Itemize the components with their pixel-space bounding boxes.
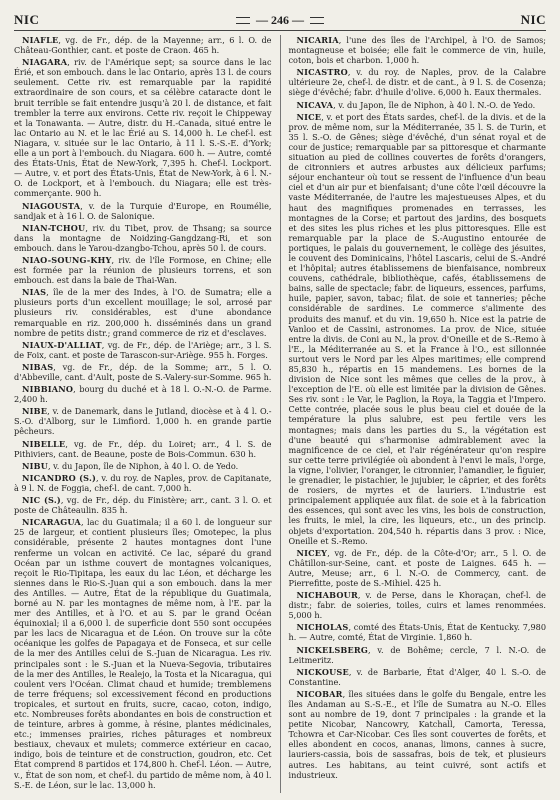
entry-text: , v. du roy. de Naples, prov. de la Calabre ultérieure 2e, chef-l. de distr. et de cant., à 9 l. S. de Cosenza; siège d'évêché; fabr. d'huile d'olive. 6,000 h. Eaux thermales. xyxy=(288,67,546,98)
entry-headword: NICARIA xyxy=(296,35,339,45)
entry-text: , vg. de Fr., dép. de la Somme; arr., 5 l. O. d'Abbeville, cant. d'Ault, poste de S.-Valery-sur-Somme. 965 h. xyxy=(14,361,272,382)
dictionary-entry xyxy=(289,622,547,642)
right-column xyxy=(281,35,547,793)
dictionary-entry xyxy=(14,439,272,459)
dictionary-entry xyxy=(14,384,272,404)
entry-headword: NICANDRO (S.) xyxy=(22,472,97,483)
entry-text: , v. de Perse, dans le Khoraçan, chef-l. de distr.; fabr. de soieries, toiles, cuirs et lames renommées. 5,000 h. xyxy=(288,590,546,621)
entry-headword: NIBBIANO xyxy=(22,384,74,395)
entry-headword: NICKELSBERG xyxy=(296,644,368,655)
entry-text: , l'une des îles de l'Archipel, à l'O. de Samos; montagneuse et boisée; elle fait le commerce de vin, huile, coton, bois et charbon. 1,000 h. xyxy=(288,35,546,66)
entry-headword: NIAGOUSTA xyxy=(22,200,81,211)
dictionary-entry xyxy=(14,223,272,253)
dictionary-entry xyxy=(289,112,547,546)
entry-headword: NICKOUSE xyxy=(296,666,349,677)
entry-text: , v. du roy. de Naples, prov. de Capitanate, à 9 l. N. de Foggia, chef-l. de cant. 7,000 h. xyxy=(14,472,272,493)
entry-text: , lac du Guatimala; il a 60 l. de longueur sur 25 de largeur, et contient plusieurs îles; Omotepec, la plus considérable, présente 2 hautes montagnes dont l'une renferme un volcan en activité. Ce lac, séparé du grand Océan par un isthme couvert de montagnes volcaniques, reçoit le Rio-Tipitapa, les eaux du lac Léon, et décharge les siennes dans le Rio-S.-Juan qui a son embouch. dans la mer des Antilles. — Autre, État de la république du Guatimala, borné au N. par les montagnes de même nom, à l'E. par la mer des Antilles, et à l'O. et au S. par le grand Océan équinoxial; il a 6,000 l. de superficie dont 550 sont occupées par les lacs de Nicaragua et de Léon. On trouve sur la côte océanique les golfes de Papagaya et de Fonseca, et sur celle de la mer des Antilles celui de S.-Juan de Nicaragua. Les riv. principales sont : le S.-Juan et la Nueva-Segovia, tributaires de la mer des Antilles, le Realejo, la Tosta et la Nicaragua, qui coulent vers l'Océan. Climat chaud et humide; tremblemens de terre fréquens; sol excessivement fécond en productions tropicales, et surtout en fruits, sucre, cacao, coton, indigo, etc. Nombreuses forêts abondantes en bois de construction et de teinture, arbres à gomme, à résine, plantes médicinales, etc.; immenses prairies, riches pâturages et nombreux bestiaux, chevaux et mulets; commerce extérieur en cacao, indigo, bois de teinture et de construction, goudron, etc. Cet État comprend 8 partidos et 174,800 h. Chef-l. Léon. — Autre, v., État de son nom, et chef-l. du partido de même nom, à 40 l. S.-E. de Léon, sur le lac. 13,000 h. xyxy=(14,517,272,790)
entry-headword: NIBAS xyxy=(22,361,54,372)
dictionary-entry xyxy=(14,255,272,285)
page-number: — 246 — xyxy=(256,12,304,27)
dictionary-entry xyxy=(14,57,272,198)
entry-text: , bourg du duché et à 18 l. O.-N.-O. de Parme. 2,400 h. xyxy=(14,384,272,405)
entry-text: , riv. du Tibet, prov. de Thsang; sa source dans la montagne de Noidzing-Gangdzang-Ri, et son embouch. dans le Yarou-dzangbo-Tchou, après 50 l. de cours. xyxy=(14,222,272,253)
dictionary-entry xyxy=(14,287,272,337)
dictionary-entry xyxy=(289,35,547,65)
dictionary-entry xyxy=(14,517,272,790)
entry-headword: NIAUX-D'ALLIAT xyxy=(22,339,102,350)
entry-text: , v. de Barbarie, État d'Alger, 40 l. S.-O. de Constantine. xyxy=(288,666,546,687)
entry-headword: NIAS xyxy=(22,287,47,298)
entry-text: , v. de la Turquie d'Europe, en Roumélie, sandjak et à 16 l. O. de Salonique. xyxy=(14,200,272,221)
entry-headword: NIAO-SOUNG-KHY xyxy=(22,254,112,265)
entry-headword: NICEY xyxy=(296,547,328,558)
page-number-block xyxy=(236,13,324,28)
entry-text: , comté des États-Unis, État de Kentucky. 7,980 h. — Autre, comté, État de Virginie. 1,860 h. xyxy=(288,622,546,643)
entry-headword: NICHOLAS xyxy=(296,622,349,633)
entry-text: , vg. de Fr., dép. du Loiret; arr., 4 l. S. de Pithiviers, cant. de Beaune, poste de Bois-Commun. 630 h. xyxy=(14,438,272,459)
running-head-left: NIC xyxy=(14,12,40,27)
entry-text: , riv. de l'île Formose, en Chine; elle est formée par la réunion de plusieurs torrens, et son embouch. est dans la baie de Thai-Wan. xyxy=(14,254,272,286)
entry-headword: NIBU xyxy=(22,460,48,471)
entry-text: , v. du Japon, île de Niphon, à 40 l. N.-O. de Yedo. xyxy=(333,99,536,110)
dictionary-entry xyxy=(14,495,272,515)
entry-headword: NIAGARA xyxy=(22,57,68,68)
ornament-rule-right xyxy=(310,17,324,24)
entry-headword: NICARAGUA xyxy=(22,517,81,528)
left-column xyxy=(14,35,280,793)
dictionary-entry xyxy=(289,689,547,780)
entry-headword: NICAVA xyxy=(296,99,334,110)
dictionary-entry xyxy=(289,590,547,620)
entry-headword: NICASTRO xyxy=(296,67,348,78)
dictionary-entry xyxy=(289,67,547,97)
dictionary-entry xyxy=(289,645,547,665)
entry-text: , v. de Bohême; cercle, 7 l. N.-O. de Leitmeritz. xyxy=(288,644,546,665)
entry-text: , v. de Danemark, dans le Jutland, diocèse et à 4 l. O.-S.-O. d'Alborg, sur le Limfiord. 1,000 h. en grande partie pêcheurs. xyxy=(14,406,272,437)
dictionary-entry xyxy=(289,100,547,110)
dictionary-entry xyxy=(14,201,272,221)
entry-headword: NICE xyxy=(296,111,322,122)
entry-headword: NIBE xyxy=(22,406,48,417)
entry-headword: NIAFLE xyxy=(22,35,59,45)
entry-text: , riv. de l'Amérique sept; sa source dans le lac Érié, et son embouch. dans le lac Ontario, après 13 l. de cours seulement. Cette riv. est remarquable par la rapidité extraordinaire de son cours, et sa célèbre cataracte dont le bruit terrible se fait entendre jusqu'à 20 l. de distance, et fait trembler la terre aux environs. Cette riv. reçoit le Chippeway et la Tonawanta. — Autre, distr. du H.-Canada, situé entre le lac Ontario au N. et le lac Érié au S. 14,000 h. Le chef-l. est Niagara, v. située sur le lac Ontario, à 11 l. S.-S.-E. d'York; elle a un port à l'embouch. du Niagara. 600 h. — Autre, comté des États-Unis, État de New-York, 7,395 h. Chef-l. Lockport. — Autre, v. et port des États-Unis, État de New-York, à 6 l. N.-O. de Lockport, et à l'embouch. du Niagara; elle est très-commerçante. 900 h. xyxy=(14,57,272,199)
dictionary-entry xyxy=(14,340,272,360)
ornament-rule-left xyxy=(236,17,250,24)
entry-text: , vg. de Fr., dép. de la Côte-d'Or; arr., 5 l. O. de Châtillon-sur-Seine, cant. et poste de Laignes. 645 h. — Autre, Meuse; arr., 6 l. N.-O. de Commercy, cant. de Pierrefitte, poste de S.-Mihiel. 425 h. xyxy=(288,547,546,588)
entry-text: , v. et port des États sardes, chef-l. de la divis. et de la prov. de même nom, sur la Méditerranée, 35 l. S. de Turin, et 35 l. S.-O. de Gênes; siège d'évêché, d'un sénat royal et de cour de justice; remarquable par sa pittoresque et charmante situation au pied de collines couvertes de forêts d'orangers, de citronniers et autres arbustes aux délicieux parfums; séjour enchanteur où tout se ressent de l'influence d'un beau ciel et d'un air pur et bienfaisant; d'une côte l'œil découvre la vaste Méditerranée, de l'autre les majestueuses Alpes, et du haut des magnifiques promenades en terrasses, les montagnes de la Corse; et partout des jardins, des bosquets et des sites les plus riches et les plus pittoresques. Elle est remarquable par la place de S.-Augustino entourée de portiques, le palais du gouvernement, le collège des jésuites, le couvent des Dominicains, l'hôtel Lascaris, celui de S.-André et l'hôpital; autres établissemens de bienfaisance, nombreux couvens, cathédrale, bibliothèque, cafés, établissemens de bains, salle de spectacle; fabr. de liqueurs, essences, parfums, huile, papier, savon, tabac; filat. de soie et tanneries; pêche considérable de sardines. Le commerce s'alimente des produits des manuf. et du vin. 19,650 h. Nice est la patrie de Vanloo et de Cassini, astronomes. La prov. de Nice, située entre la divis. de Coni au N., la prov. d'Oneille et de S.-Remo à l'E., la Méditerranée au S. et la France à l'O., est sillonnée surtout vers le Nord par les Alpes maritimes; elle comprend 85,830 h., répartis en 15 mandemens. Les bornes de la division de Nice sont les mêmes que celles de la prov., à l'exception de l'E. où elle est limitée par la division de Gênes. Ses riv. sont : le Var, le Paglion, la Roya, la Taggia et l'Impero. Cette contrée, placée sous le plus beau ciel et douée de la température la plus salubre, est peu fertile vers les montagnes; mais dans les parties du S., la végétation est d'une beauté qui s'harmonise admirablement avec la magnificence de ce ciel, et l'air régénérateur qu'on respire sur cette terre privilégiée où abondent à l'envi le maïs, l'orge, la vigne, l'olivier, l'oranger, le citronnier, l'amandier, le figuier, le grenadier, le pistachier, le jujubier, le câprier, et des forêts de rosiers, de myrtes et de lauriers. L'industrie est principalement appliquée aux filat. de soie et à la fabrication des essences, qui sont avec les vins, les bois de construction, les fruits, le miel, la cire, les liqueurs, etc., un des princip. objets d'exportation. 204,540 h. répartis dans 3 prov. : Nice, Oneille et S.-Remo. xyxy=(288,111,546,546)
entry-headword: NICOBAR xyxy=(296,688,343,699)
entry-text: , vg. de Fr., dép. de la Mayenne; arr., 6 l. O. de Château-Gonthier, cant. et poste de Craon. 465 h. xyxy=(14,35,272,56)
text-columns xyxy=(14,35,546,793)
entry-text: , v. du Japon, île de Niphon, à 40 l. O. de Yedo. xyxy=(47,460,239,471)
dictionary-entry xyxy=(14,406,272,436)
dictionary-entry xyxy=(14,35,272,55)
dictionary-entry xyxy=(289,548,547,588)
entry-text: , vg. de Fr., dép. du Finistère; arr., cant. 3 l. O. et poste de Châteaulin. 835 h. xyxy=(14,495,272,516)
dictionary-entry xyxy=(289,667,547,687)
dictionary-entry xyxy=(14,461,272,471)
entry-headword: NIBELLE xyxy=(22,438,66,449)
dictionary-entry xyxy=(14,473,272,493)
page-header xyxy=(14,10,546,31)
entry-headword: NIAN-TCHOU xyxy=(22,222,86,233)
entry-headword: NICHABOUR xyxy=(296,590,358,601)
running-head-right: NIC xyxy=(520,12,546,27)
entry-text: , îles situées dans le golfe du Bengale, entre les îles Andaman au S.-S.-E., et l'île de Sumatra au N.-O. Elles sont au nombre de 19, dont 7 principales : la grande et la petite Nicobar, Nancowry, Katchall, Camorta, Teressa, Tchowra et Car-Nicobar. Ces îles sont couvertes de forêts, et elles abondent en cocos, ananas, limons, cannes à sucre, lauriers-cassia, bois de sassafras, bois de tek, et plusieurs autres. Les habitans, au teint cuivré, sont actifs et industrieux. xyxy=(288,688,546,780)
dictionary-entry xyxy=(14,362,272,382)
entry-headword: NIC (S.) xyxy=(22,495,61,506)
entry-text: , île de la mer des Indes, à l'O. de Sumatra; elle a plusieurs ports d'un excellent mouillage; le sol, arrosé par plusieurs riv. considérables, est d'une abondance remarquable en riz. 200,000 h. disséminés dans un grand nombre de petits distr.; grand commerce de riz et d'esclaves. xyxy=(14,287,272,338)
entry-text: , vg. de Fr., dép. de l'Ariège; arr., 3 l. S. de Foix, cant. et poste de Tarascon-sur-Ariège. 955 h. Forges. xyxy=(14,339,272,360)
